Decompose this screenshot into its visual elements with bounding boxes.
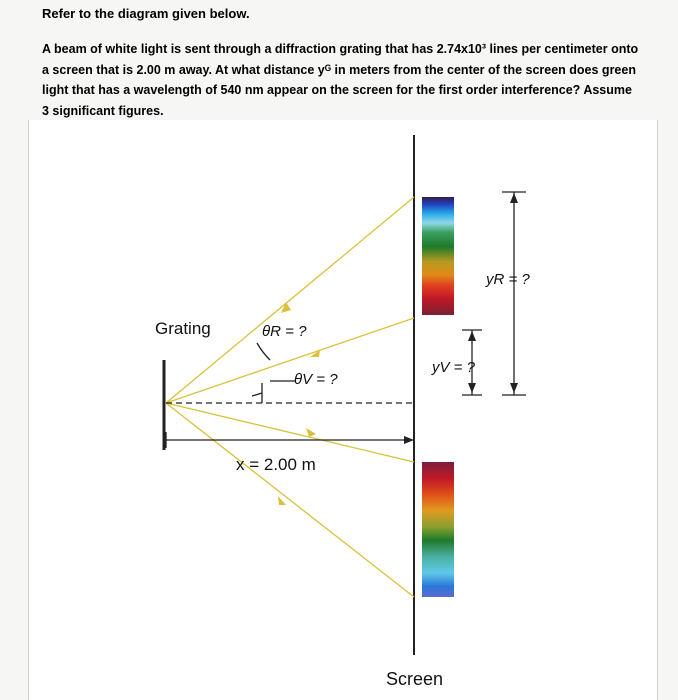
instruction-title: Refer to the diagram given below. [42, 6, 250, 21]
theta-r-label: θR = ? [262, 323, 307, 340]
question-text: A beam of white light is sent through a diffraction grating that has 2.74x10³ lines per centimeter onto a screen that is 2.00 m away. At what distance yᴳ in meters from the center of the screen does green light that has a wavelength of 540 nm appear on the screen for the first order interference? Assume 3 significant figures. [42, 42, 639, 118]
lower-spectrum [422, 462, 454, 597]
grating-label: Grating [155, 319, 211, 338]
upper-spectrum [422, 197, 454, 315]
theta-v-label: θV = ? [294, 371, 338, 388]
distance-label: x = 2.00 m [236, 455, 316, 474]
screen-label: Screen [386, 669, 444, 689]
yr-label: yR = ? [486, 271, 530, 288]
light-rays [166, 197, 414, 597]
yv-label: yV = ? [432, 359, 475, 376]
